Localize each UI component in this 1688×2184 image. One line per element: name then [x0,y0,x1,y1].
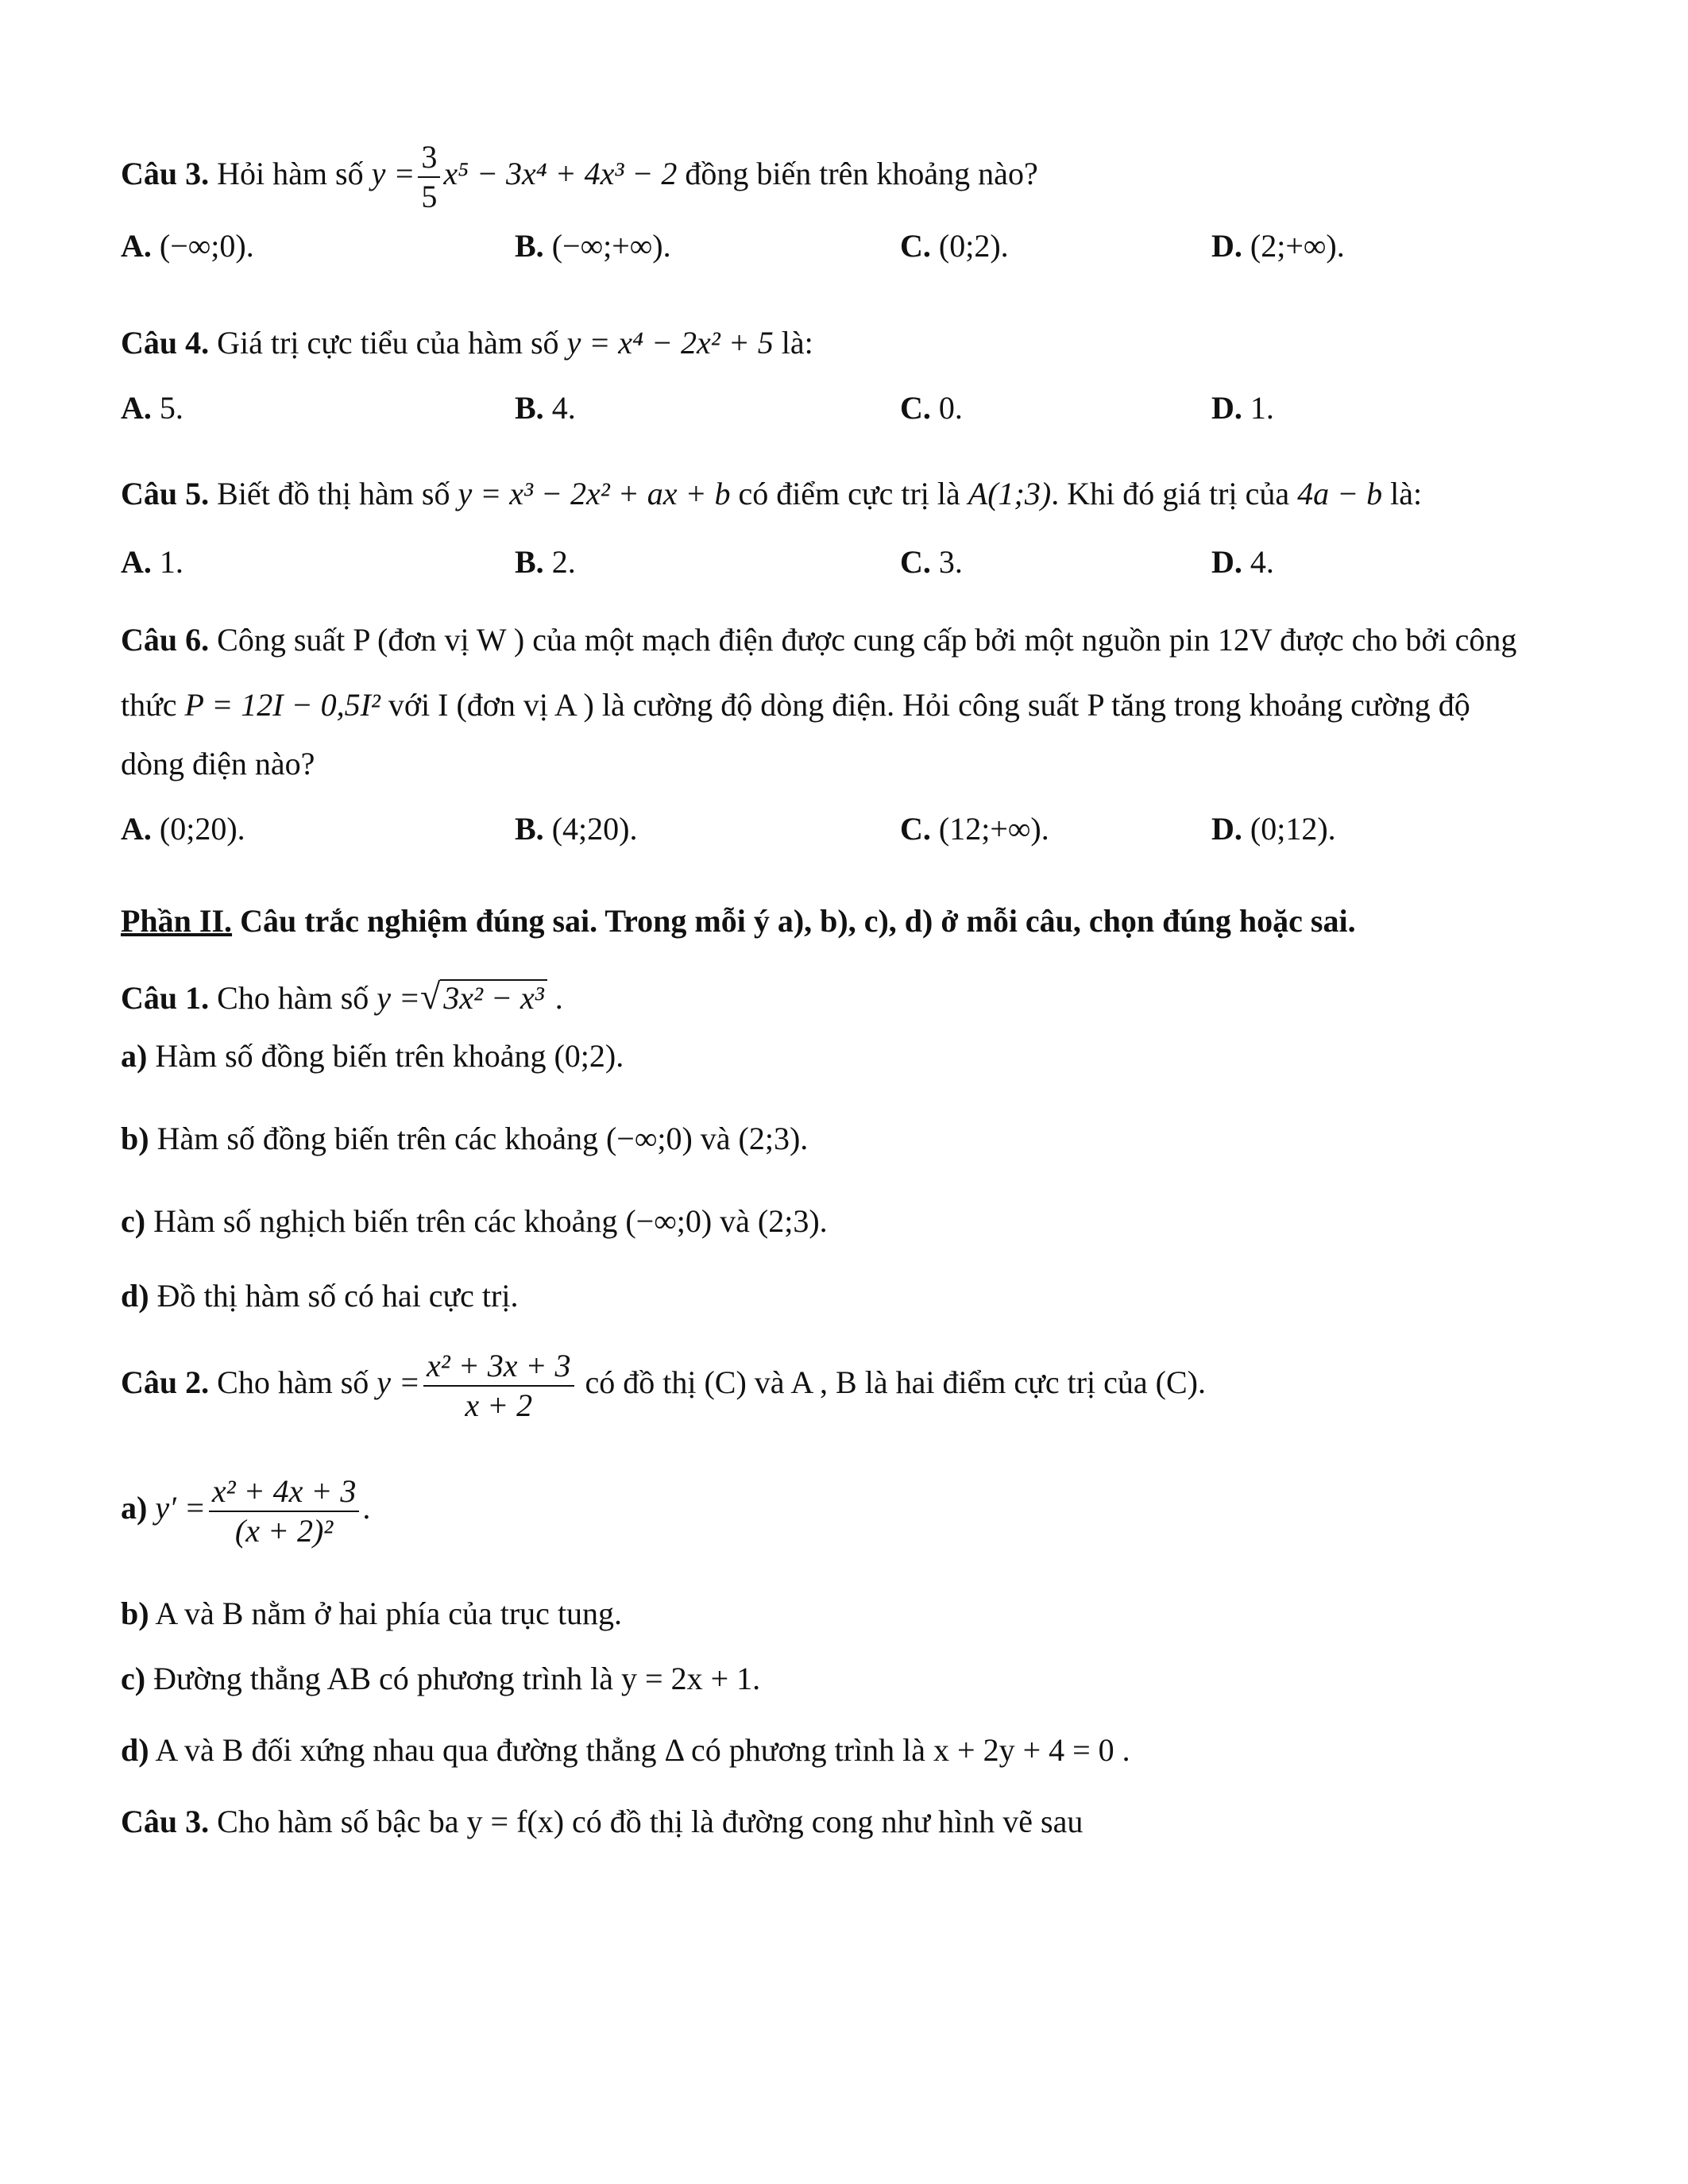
option-letter: B. [515,544,544,580]
option-value: (2;+∞). [1250,228,1345,264]
option-c[interactable] [900,230,1009,262]
option-value: 4. [551,390,576,426]
statement-tag: d) [121,1732,149,1768]
option-letter: B. [515,390,544,426]
question-6-line-3 [121,748,315,780]
question-label: Câu 6. [121,622,210,658]
question-4 [121,327,813,359]
option-c[interactable] [900,813,1049,845]
question-label: Câu 1. [121,980,210,1016]
option-value: 0. [938,390,963,426]
part2-question-3 [121,1806,1083,1838]
option-letter: B. [515,811,544,847]
question-label: Câu 2. [121,1364,210,1401]
option-value: (0;2). [938,228,1009,264]
option-value: 5. [159,390,183,426]
question-text: Biết đồ thị hàm số [217,476,450,511]
question-label: Câu 3. [121,1804,210,1839]
option-d[interactable] [1211,392,1274,424]
option-value: 1. [1250,390,1274,426]
derivative-lhs: y′ = [155,1490,206,1526]
question-label: Câu 4. [121,325,210,361]
statement-b[interactable] [121,1598,622,1630]
option-value: (12;+∞). [938,811,1049,847]
equation-lhs: y = [377,980,421,1016]
option-letter: D. [1211,390,1242,426]
part2-question-2 [121,1350,1206,1422]
option-c[interactable] [900,392,963,424]
statement-d[interactable] [121,1280,518,1312]
statement-a[interactable] [121,1040,624,1072]
question-text: với I (đơn vị A ) là cường độ dòng điện. Hỏi công suất P tăng trong khoảng cường độ [388,687,1470,723]
question-text: Giá trị cực tiểu của hàm số [217,325,559,361]
option-b[interactable] [515,813,637,845]
question-text-after: đồng biến trên khoảng nào? [685,156,1038,192]
statement-tag: b) [121,1121,149,1156]
option-c[interactable] [900,546,963,578]
option-value: (−∞;+∞). [551,228,671,264]
question-text: Cho hàm số bậc ba y = f(x) có đồ thị là đường cong như hình vẽ sau [217,1804,1083,1839]
option-a[interactable] [121,813,245,845]
equation-lhs: y = [377,1364,421,1401]
sentence-end: . [362,1490,371,1526]
option-letter: D. [1211,811,1242,847]
fraction [423,1350,574,1422]
question-6-line-2 [121,689,1470,721]
statement-b[interactable] [121,1123,808,1155]
statement-text: Đồ thị hàm số có hai cực trị. [156,1278,519,1314]
expression: 4a − b [1297,476,1383,511]
option-letter: C. [900,811,931,847]
option-b[interactable] [515,392,576,424]
statement-text: Hàm số nghịch biến trên các khoảng (−∞;0) và (2;3). [153,1203,828,1239]
statement-tag: d) [121,1278,149,1314]
question-text: Cho hàm số [217,1364,369,1401]
option-value: 4. [1250,544,1274,580]
question-text: dòng điện nào? [121,746,315,781]
equation: y = x⁴ − 2x² + 5 [566,325,774,361]
option-letter: A. [121,544,152,580]
statement-text: Hàm số đồng biến trên khoảng (0;2). [155,1038,624,1074]
option-value: 2. [551,544,576,580]
statement-tag: c) [121,1203,146,1239]
statement-tag: c) [121,1661,146,1696]
question-5 [121,478,1422,510]
statement-c[interactable] [121,1663,760,1695]
question-label: Câu 5. [121,476,210,511]
question-text-after: là: [781,325,813,361]
fraction [209,1473,359,1549]
statement-text: A và B nằm ở hai phía của trục tung. [155,1596,623,1631]
equation: y = x³ − 2x² + ax + b [458,476,731,511]
option-letter: B. [515,228,544,264]
fraction-denominator: (x + 2)² [234,1513,334,1549]
option-a[interactable] [121,546,183,578]
option-value: 3. [938,544,963,580]
option-letter: C. [900,544,931,580]
option-letter: A. [121,390,152,426]
option-d[interactable] [1211,546,1274,578]
statement-a[interactable] [121,1473,371,1549]
option-b[interactable] [515,546,576,578]
point: A(1;3) [968,476,1052,511]
option-letter: A. [121,811,152,847]
question-text: Công suất P (đơn vị W ) của một mạch điện được cung cấp bởi một nguồn pin 12V được cho bởi công [217,622,1517,658]
option-letter: D. [1211,544,1242,580]
statement-tag: a) [121,1490,148,1526]
question-text: Cho hàm số [217,980,369,1016]
option-letter: D. [1211,228,1242,264]
fraction-denominator: x + 2 [465,1387,533,1423]
option-a[interactable] [121,392,183,424]
question-text: Hỏi hàm số [217,156,364,192]
option-b[interactable] [515,230,671,262]
question-text-after: có đồ thị (C) và A , B là hai điểm cực trị của (C). [585,1364,1206,1401]
equation: P = 12I − 0,5I² [184,687,380,723]
equation-rest: x⁵ − 3x⁴ + 4x³ − 2 [443,156,678,192]
fraction-numerator: 3 [418,141,440,178]
option-value: (−∞;0). [159,228,254,264]
section-title: Phần II. [121,903,233,939]
statement-text: Hàm số đồng biến trên các khoảng (−∞;0) và (2;3). [156,1121,809,1156]
option-letter: C. [900,228,931,264]
statement-text: Đường thẳng AB có phương trình là y = 2x + 1. [153,1661,761,1696]
statement-tag: b) [121,1596,149,1631]
question-label: Câu 3. [121,156,210,192]
option-d[interactable] [1211,813,1336,845]
statement-text: A và B đối xứng nhau qua đường thẳng Δ có phương trình là x + 2y + 4 = 0 . [155,1732,1130,1768]
option-value: (0;20). [159,811,245,847]
option-value: (0;12). [1250,811,1336,847]
question-text-mid: có điểm cực trị là [738,476,960,511]
statement-tag: a) [121,1038,148,1074]
section-heading [121,905,1356,937]
section-instructions: Câu trắc nghiệm đúng sai. Trong mỗi ý a), b), c), d) ở mỗi câu, chọn đúng hoặc sai. [240,903,1356,939]
equation-lhs: y = [371,156,415,192]
fraction [418,141,440,213]
question-text-after: là: [1390,476,1423,511]
option-value: 1. [159,544,183,580]
fraction-numerator: x² + 4x + 3 [209,1476,359,1512]
option-d[interactable] [1211,230,1345,262]
statement-d[interactable] [121,1734,1130,1766]
option-value: (4;20). [551,811,638,847]
option-a[interactable] [121,230,254,262]
question-text: thức [121,687,177,723]
question-3 [121,141,1038,213]
sqrt-sign: √ [420,976,441,1017]
sentence-end: . [554,980,563,1016]
fraction-numerator: x² + 3x + 3 [423,1350,574,1387]
radicand: 3x² − x³ [440,979,547,1014]
option-letter: A. [121,228,152,264]
fraction-denominator: 5 [421,179,438,214]
part2-question-1 [121,978,563,1015]
statement-c[interactable] [121,1203,828,1239]
question-text-mid2: . Khi đó giá trị của [1051,476,1290,511]
question-6-line-1 [121,624,1516,656]
option-letter: C. [900,390,931,426]
